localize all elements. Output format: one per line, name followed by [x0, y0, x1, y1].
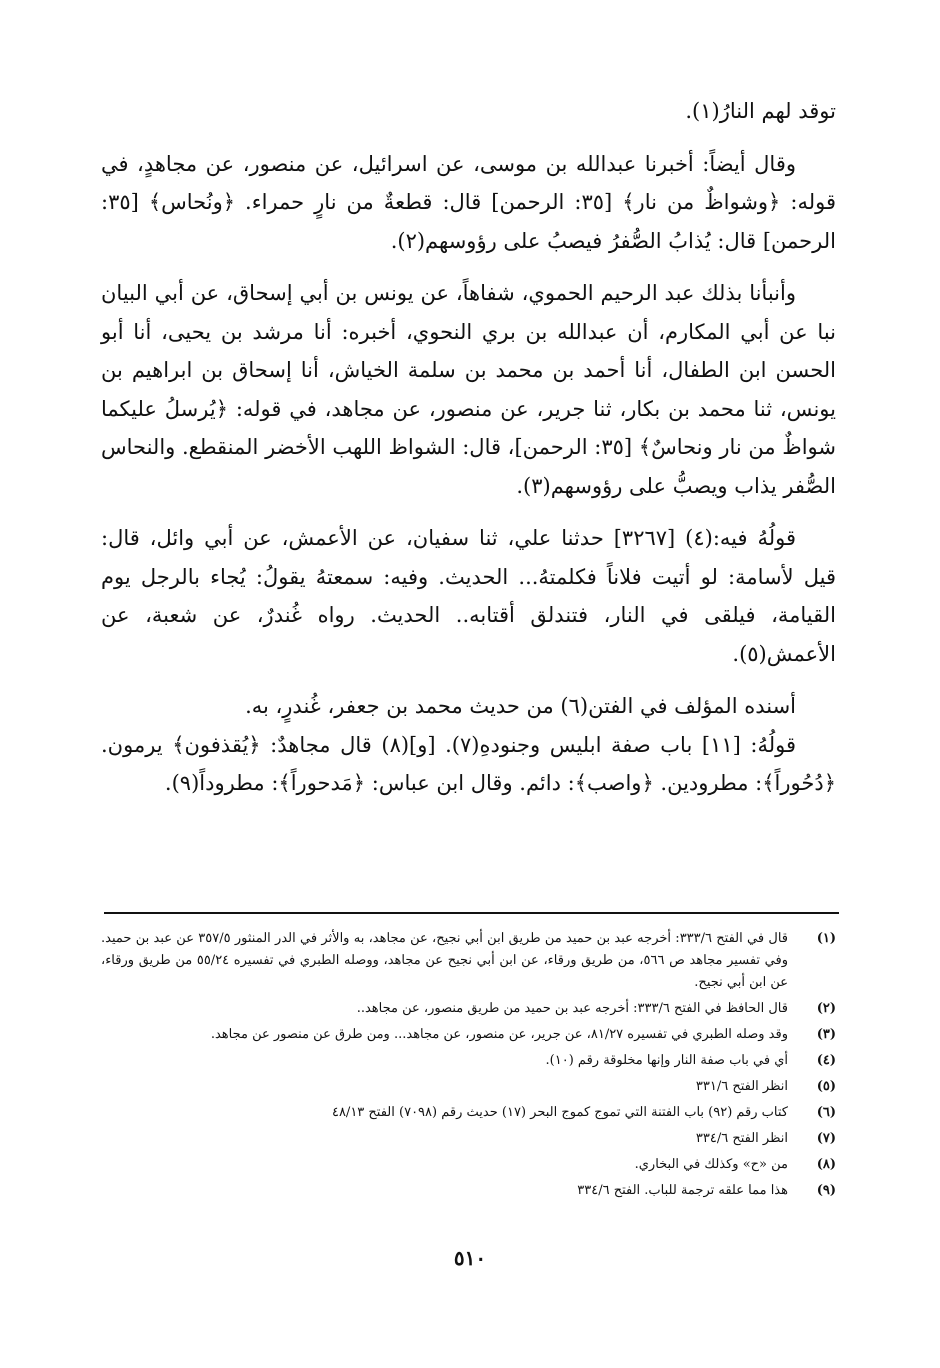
paragraph-4: قولُهُ فيه:(٤) [٣٢٦٧] حدثنا علي، ثنا سفيان، عن الأعمش، عن أبي وائل، قال: قيل لأسامة: لو أتيت فلاناً فكلمتهُ... الحديث. وفيه: سمعتهُ يقولُ: يُجاء بالرجل يوم القيامة، فيلقى في النار، فتندلق أقتابه.. الحديث. رواه غُندرٌ، عن شعبة، عن الأعمش(٥). — [101, 526, 836, 666]
footnote-number: (٤) — [816, 1053, 836, 1068]
footnote — [101, 1024, 836, 1046]
footnote — [101, 1154, 836, 1176]
paragraph-5: أسنده المؤلف في الفتن(٦) من حديث محمد بن جعفر، غُندرٍ، به. — [245, 694, 796, 718]
footnote — [101, 1076, 836, 1098]
footnote-number: (١) — [816, 931, 836, 946]
paragraph-6: قولُهُ: [١١] باب صفة ابليس وجنودهِ(٧). [و](٨) قال مجاهدٌ: ﴿يُقذفون﴾ يرمون. ﴿دُحُوراً﴾: مطرودين. ﴿واصب﴾: دائم. وقال ابن عباس: ﴿مَدحوراً﴾: مطروداً(٩). — [101, 732, 836, 795]
footnote-text: من «ح» وكذلك في البخاري. — [634, 1157, 788, 1172]
footnote-number: (٥) — [816, 1079, 836, 1094]
footnote-text: انظر الفتح ٣٣١/٦ — [695, 1079, 788, 1094]
footnote — [101, 1102, 836, 1124]
footnote-text: أي في باب صفة النار وإنها مخلوقة رقم (١٠). — [545, 1053, 788, 1068]
footnote-text: هذا مما علقه ترجمة للباب. الفتح ٣٣٤/٦ — [577, 1183, 788, 1198]
footnote-separator — [104, 912, 839, 914]
footnote-text: قال في الفتح ٣٣٣/٦: أخرجه عبد بن حميد من طريق ابن أبي نجيح، عن مجاهد، به والأثر في الدر المنثور ٣٥٧/٥ عن عبد بن حميد. وفي تفسير مجاهد ص ٥٦٦، من طريق ورقاء، عن ابن أبي نجيح عن مجاهد، ووصله الطبري في تفسيره ٥٥/٢٤ من طريق ورقاء، عن ابن أبي نجيح. — [101, 931, 788, 990]
footnote — [101, 1050, 836, 1072]
main-text — [101, 92, 836, 817]
footnote — [101, 998, 836, 1020]
footnote-number: (٢) — [816, 1001, 836, 1016]
footnote — [101, 928, 836, 994]
paragraph-3: وأنبأنا بذلك عبد الرحيم الحموي، شفاهاً، عن يونس بن أبي إسحاق، عن أبي البيان نبا عن أبي المكارم، أن عبدالله بن بري النحوي، أخبره: أنا مرشد بن يحيى، أنا أبو الحسن ابن الطفال، أنا أحمد بن محمد بن سلمة الخياش، أنا إسحاق بن ابراهيم بن يونس، ثنا محمد بن بكار، ثنا جرير، عن منصور، عن مجاهد، في قوله: ﴿يُرسلُ عليكما شواظٌ من نار ونحاسٌ﴾ [٣٥: الرحمن]، قال: الشواظ اللهب الأخضر المنقطع. والنحاس الصُّفر يذاب ويصبُّ على رؤوسهم(٣). — [101, 281, 836, 498]
footnote — [101, 1180, 836, 1202]
footnote-text: قال الحافظ في الفتح ٣٣٣/٦: أخرجه عبد بن حميد من طريق منصور، عن مجاهد.. — [356, 1001, 788, 1016]
footnote-number: (٨) — [816, 1157, 836, 1172]
page-number: ٥١٠ — [453, 1246, 487, 1270]
footnote-number: (٩) — [816, 1183, 836, 1198]
paragraph-2: وقال أيضاً: أخبرنا عبدالله بن موسى، عن اسرائيل، عن منصور، عن مجاهدٍ، في قوله: ﴿وشواظٌ من نار﴾ [٣٥: الرحمن] قال: قطعةٌ من نارٍ حمراء. ﴿ونُحاس﴾ [٣٥: الرحمن] قال: يُذابُ الصُّفرُ فيصبُ على رؤوسهم(٢). — [101, 151, 836, 253]
footnote-number: (٧) — [816, 1131, 836, 1146]
footnote-text: وقد وصله الطبري في تفسيره ٨١/٢٧، عن جرير، عن منصور، عن مجاهد... ومن طرق عن منصور عن مجاهد. — [210, 1027, 788, 1042]
footnote-text: انظر الفتح ٣٣٤/٦ — [695, 1131, 788, 1146]
footnote-text: كتاب رقم (٩٢) باب الفتنة التي تموج كموج البحر (١٧) حديث رقم (٧٠٩٨) الفتح ٤٨/١٣ — [331, 1105, 788, 1120]
footnote-number: (٣) — [816, 1027, 836, 1042]
footnote — [101, 1128, 836, 1150]
footnote-number: (٦) — [816, 1105, 836, 1120]
footnotes — [101, 928, 836, 1206]
paragraph-1: توقد لهم النارُ(١). — [685, 99, 836, 123]
